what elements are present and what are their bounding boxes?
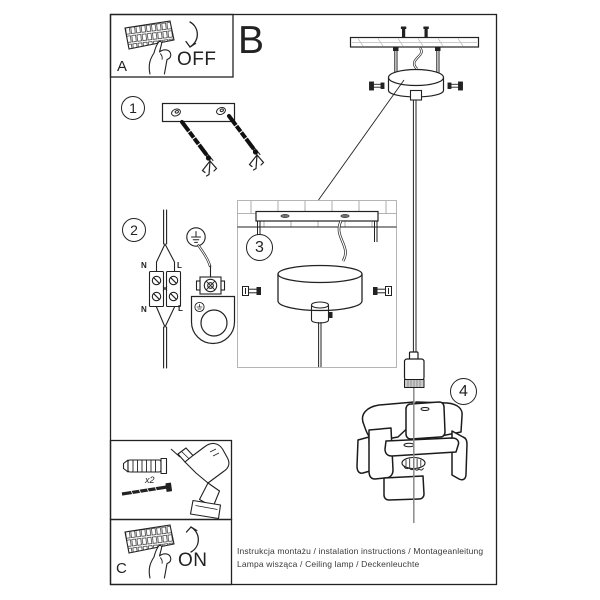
mounting-bracket-drawing	[163, 104, 264, 177]
arrow-down-icon	[186, 22, 197, 47]
step-1-marker	[121, 96, 145, 120]
ground-clamp-drawing	[192, 266, 235, 344]
screw-anchor-icon	[229, 116, 264, 170]
footer-line-2: Lampa wisząca / Ceiling lamp / Deckenleuchte	[237, 559, 420, 569]
panel-a-label: A	[117, 58, 128, 75]
step-4-number: 4	[459, 382, 468, 400]
pendant-cable-drawing	[413, 100, 416, 352]
leader-line	[319, 80, 405, 200]
step-1-number: 1	[129, 100, 137, 116]
footer-line-1: Instrukcja montażu / instalation instructions / Montageanleitung	[237, 546, 484, 556]
step-2-number: 2	[130, 222, 138, 238]
panel-a-off-label: OFF	[177, 49, 217, 70]
drill-kit-drawing	[122, 443, 229, 518]
panel-b-label: B	[238, 19, 265, 62]
step-4-marker	[450, 378, 477, 405]
lamp-socket-drawing	[405, 352, 425, 388]
screw-anchor-icon	[182, 122, 217, 176]
drill-icon	[171, 443, 229, 518]
canopy-detail-drawing	[238, 201, 397, 368]
lampshade-drawing	[357, 352, 467, 523]
wiring-diagram-drawing	[150, 210, 235, 368]
wire-label-n-top: N	[141, 261, 147, 270]
step-2-marker	[122, 218, 146, 242]
step-3-marker	[246, 234, 273, 261]
step-3-number: 3	[255, 238, 264, 256]
panel-c-on-label: ON	[178, 550, 208, 571]
terminal-block-drawing	[150, 272, 181, 307]
wire-label-l-top: L	[177, 261, 182, 270]
arrow-up-icon	[187, 527, 199, 552]
wall-plug-icon	[124, 459, 167, 474]
wire-label-n-bottom: N	[141, 305, 147, 314]
ground-symbol-icon	[187, 228, 205, 246]
wire-label-l-bottom: L	[178, 304, 183, 313]
panel-c-label: C	[116, 560, 127, 577]
anchor-quantity-label: x2	[145, 475, 155, 485]
